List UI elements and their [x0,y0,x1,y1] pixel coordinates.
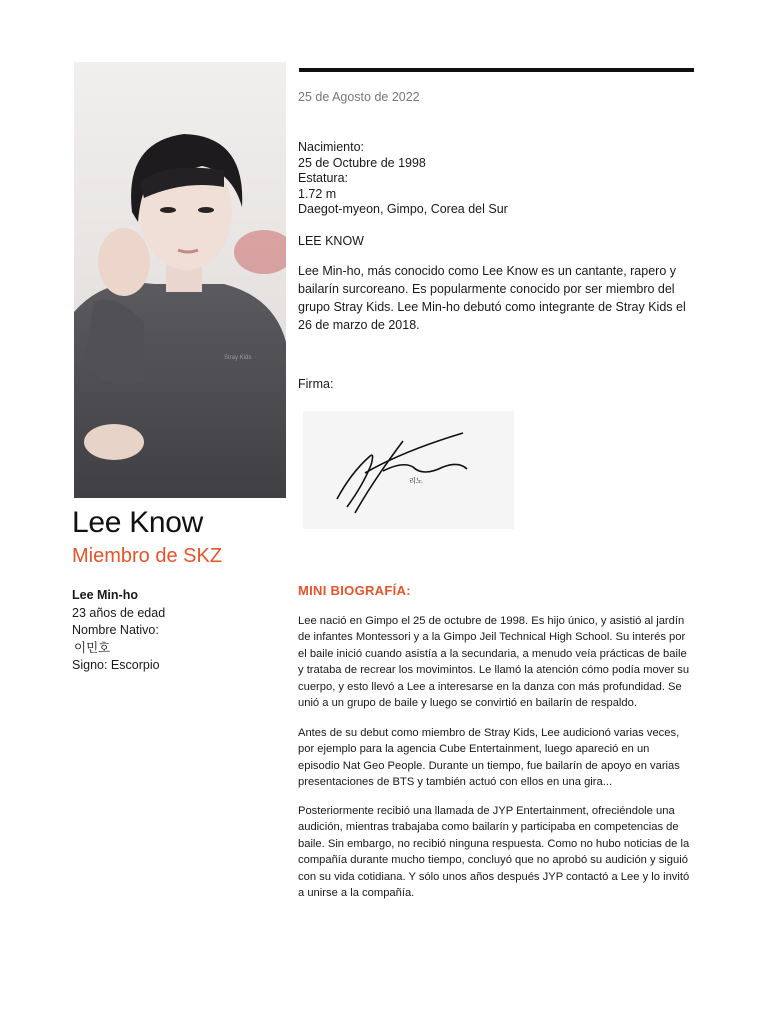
height-label: Estatura: [298,171,349,186]
document-date: 25 de Agosto de 2022 [298,90,420,104]
signature-mark: 리노 [409,477,423,485]
intro-heading: LEE KNOW [298,234,364,248]
bio-paragraph-2: Antes de su debut como miembro de Stray Kids, Lee audicionó varias veces, por ejemplo para la agencia Cube Entertainment, luego apareció en un episodio Nat Geo People. Durante un tiempo, fue bailarín de apoyo en varias presentaciones de BTS y también actuó con ellos en una gira... [298,727,680,789]
bio-title: MINI BIOGRAFÍA: [298,583,411,598]
profile-role: Miembro de SKZ [72,545,223,567]
birth-date: 25 de Octubre de 1998 [298,155,426,170]
photo-watermark: Stray Kids [224,355,252,361]
signature-image [303,411,514,529]
intro-text: Lee Min-ho, más conocido como Lee Know es un cantante, rapero y bailarín surcoreano. Es popularmente conocido por ser miembro del grupo Stray Kids. Lee Min-ho debutó como integrante de Stray Kids el 26 de marzo de 2018. [298,264,686,332]
profile-info [72,587,282,675]
facts-block [298,140,698,218]
birth-place: Daegot-myeon, Gimpo, Corea del Sur [298,202,508,217]
profile-name: Lee Know [72,506,204,539]
profile-photo [74,62,286,498]
real-name: Lee Min-ho [72,588,138,602]
native-name-label: Nombre Nativo: [72,623,159,637]
native-name: 이민호 [74,640,111,655]
bio-paragraph-3: Posteriormente recibió una llamada de JYP Entertainment, ofreciéndole una audición, mientras trabajaba como bailarín y participaba en competencias de baile. Sin embargo, no recibió ninguna respuesta. Como no hubo noticias de la compañía durante mucho tiempo, concluyó que no aprobó su audición y siguió con su vida cotidiana. Y sólo unos años después JYP contactó a Lee y lo invitó a unirse a la compañía. [298,805,690,900]
age: 23 años de edad [72,605,166,620]
birth-label: Nacimiento: [298,140,364,154]
zodiac-sign: Signo: Escorpio [72,658,160,672]
bio-paragraph-1: Lee nació en Gimpo el 25 de octubre de 1998. Es hijo único, y asistió al jardín de infantes Montessori y a la Gimpo Jeil Technical High School. Su interés por el baile inició cuando asistía a la secundaria, a menudo veía prácticas de baile y trataba de recrear los movimintos. Le llamó la atención cómo podía mover su cuerpo, y esto llevó a Lee a interesarse en la danza con más profundidad. Se unió a un grupo de baile y luego se convirtió en bailarín de respaldo. [298,615,690,710]
height-value: 1.72 m [298,186,337,201]
top-rule [299,68,694,72]
signature-label: Firma: [298,377,334,391]
